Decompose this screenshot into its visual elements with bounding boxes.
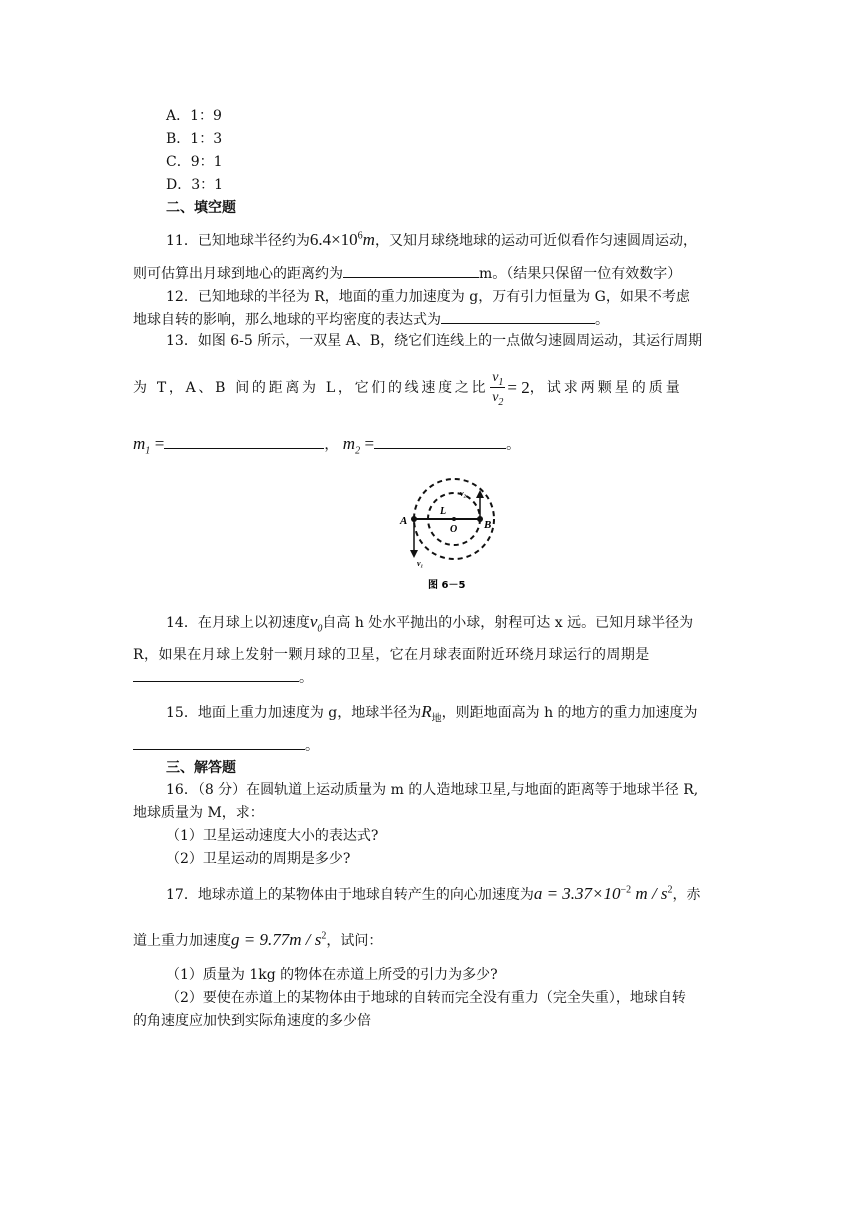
q15-line1: 15．地面上重力加速度为 g，地球半径为$R_地$，则距地面高为 h 的地方的重力加速度为 [166, 702, 698, 725]
q13-m1-blank[interactable] [164, 434, 324, 449]
q11-after: ，又知月球绕地球的运动可近似看作匀速圆周运动， [374, 233, 697, 249]
figure-binary-star [398, 474, 510, 598]
q13-m2-blank[interactable] [374, 434, 506, 449]
label-o: O [450, 524, 458, 535]
label-a: A [400, 515, 408, 527]
q11-line2: 则可估算出月球到地心的距离约为 m。（结果只保留一位有效数字） [133, 263, 681, 284]
option-c: C．9：1 [166, 154, 223, 170]
section-title-answer: 三、解答题 [166, 760, 236, 776]
q17-line2: 道上重力加速度$g = 9.77m / s^2$，试问： [133, 930, 383, 949]
q11-answer-blank[interactable] [343, 263, 479, 278]
q16-line2: 地球质量为 M，求： [133, 805, 264, 821]
velocity-ratio-fraction: $\frac{v_1}{v_2}$ [492, 369, 504, 408]
q11-radius: $6.4\times 10^6m$ [309, 230, 375, 249]
option-a: A．1：9 [166, 108, 222, 124]
label-v2: v₂ [460, 489, 467, 498]
q17-line1: 17．地球赤道上的某物体由于地球自转产生的向心加速度为$a = 3.37\times 10^{-2}$ m / $s^2$，赤 [166, 884, 701, 903]
q17-sub2-line2: 的角速度应加快到实际角速度的多少倍 [133, 1013, 371, 1029]
label-b: B [484, 519, 492, 531]
q14-line2: R，如果在月球上发射一颗月球的卫星，它在月球表面附近环绕月球运行的周期是 [133, 647, 650, 663]
q12-answer-blank[interactable] [441, 309, 595, 324]
option-b: B．1：3 [166, 131, 223, 147]
q14-line1: 14．在月球上以初速度$v_0$自高 h 处水平抛出的小球，射程可达 x 远。已知月球半径为 [166, 612, 694, 635]
q15-answer-blank[interactable] [133, 735, 305, 750]
q17-sub2: （2）要使在赤道上的某物体由于地球的自转而完全没有重力（完全失重），地球自转 [166, 990, 686, 1006]
figure-caption: 图 6－5 [428, 580, 466, 591]
label-v1: v₁ [417, 559, 424, 568]
q17-sub1: （1）质量为 1kg 的物体在赤道上所受的引力为多少? [166, 967, 498, 983]
q12-line2: 地球自转的影响，那么地球的平均密度的表达式为 。 [133, 309, 609, 330]
section-title-fill-in: 二、填空题 [166, 200, 236, 216]
q11-line1 [166, 230, 697, 251]
q14-line3: 。 [133, 667, 313, 688]
q13-line1: 13．如图 6-5 所示，一双星 A、B，绕它们连线上的一点做匀速圆周运动，其运行周期 [166, 333, 703, 349]
q16-sub2: （2）卫星运动的周期是多少? [166, 851, 351, 867]
label-l: L [440, 506, 447, 517]
q13-line2: 为 T，A、B 间的距离为 L，它们的线速度之比 $\frac{v_1}{v_2}$ = 2 ，试求两颗星的质量 [133, 369, 683, 408]
option-d: D．3：1 [166, 177, 224, 193]
q15-line2: 。 [133, 735, 319, 756]
binary-star-diagram [398, 474, 510, 594]
q11-prefix: 11．已知地球半径约为 [166, 233, 310, 249]
q16-sub1: （1）卫星运动速度大小的表达式? [166, 828, 379, 844]
q12-line1: 12．已知地球的半径为 R，地面的重力加速度为 g，万有引力恒量为 G，如果不考虑 [166, 289, 690, 305]
q16-line1: 16．（8 分）在圆轨道上运动质量为 m 的人造地球卫星,与地面的距离等于地球半径 R, [166, 782, 699, 798]
q14-answer-blank[interactable] [133, 667, 299, 682]
q13-line3: $m_1$ = ， $m_2$ = 。 [133, 434, 521, 457]
